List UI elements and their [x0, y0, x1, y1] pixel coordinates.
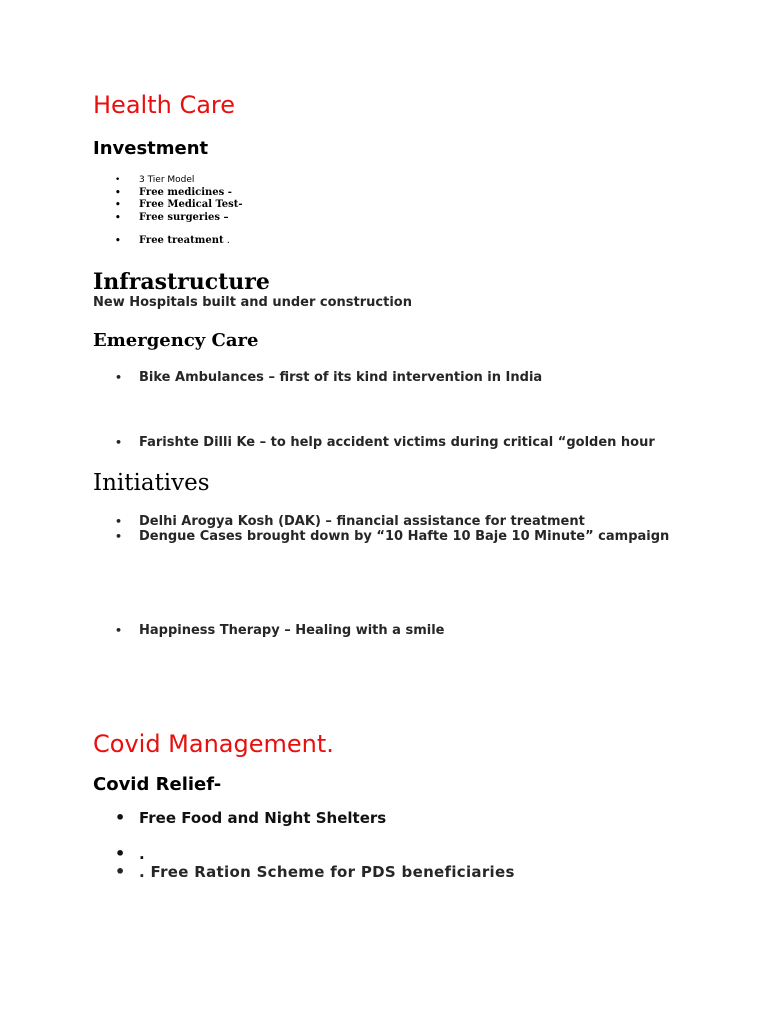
bullet: • [115, 436, 123, 449]
bullet: • [115, 844, 126, 863]
list-item: • Bike Ambulances – first of its kind intervention in India [115, 370, 543, 385]
list-item: • Happiness Therapy – Healing with a smile [115, 623, 445, 638]
bullet: • [115, 187, 121, 198]
emergency-list-2 [0, 435, 655, 450]
list-item: • Dengue Cases brought down by “10 Hafte 10 Baje 10 Minute” campaign [115, 529, 670, 544]
covid-management-title: Covid Management. [93, 730, 334, 758]
list-item: • Farishte Dilli Ke – to help accident victims during critical “golden hour [115, 435, 655, 450]
bullet: • [115, 236, 121, 246]
covid-relief-list-1 [0, 809, 386, 827]
bullet: • [115, 862, 126, 881]
bullet: • [115, 624, 123, 637]
list-item: • Free medicines - [115, 186, 232, 198]
investment-extra-list [0, 235, 230, 248]
investment-list [0, 174, 243, 224]
list-item: • Free surgeries – [115, 211, 229, 223]
list-item: • Delhi Arogya Kosh (DAK) – financial assistance for treatment [115, 514, 585, 529]
initiatives-list [0, 514, 669, 544]
list-item: • Free Medical Test- [115, 199, 243, 210]
list-item: • . Free Ration Scheme for PDS beneficiaries [115, 862, 515, 881]
covid-relief-heading: Covid Relief- [93, 774, 222, 795]
bullet: • [115, 200, 121, 210]
emergency-care-heading: Emergency Care [93, 330, 259, 351]
bullet: • [115, 530, 123, 543]
infrastructure-heading: Infrastructure [93, 269, 270, 295]
infrastructure-text: New Hospitals built and under construction [93, 295, 412, 310]
list-item: • Free Food and Night Shelters [115, 808, 387, 827]
initiatives-list-2 [0, 623, 445, 638]
investment-heading: Investment [93, 138, 209, 159]
emergency-list-1 [0, 370, 542, 385]
covid-relief-list-2 [0, 845, 515, 881]
bullet: • [115, 515, 123, 528]
list-item: • Free treatment . [115, 235, 230, 246]
list-item: • . [115, 844, 145, 863]
bullet: • [115, 175, 121, 185]
health-care-title: Health Care [93, 91, 236, 119]
list-item: • 3 Tier Model [115, 175, 195, 185]
bullet: • [115, 212, 121, 223]
bullet: • [115, 371, 123, 384]
bullet: • [115, 808, 126, 827]
initiatives-heading: Initiatives [93, 470, 210, 496]
